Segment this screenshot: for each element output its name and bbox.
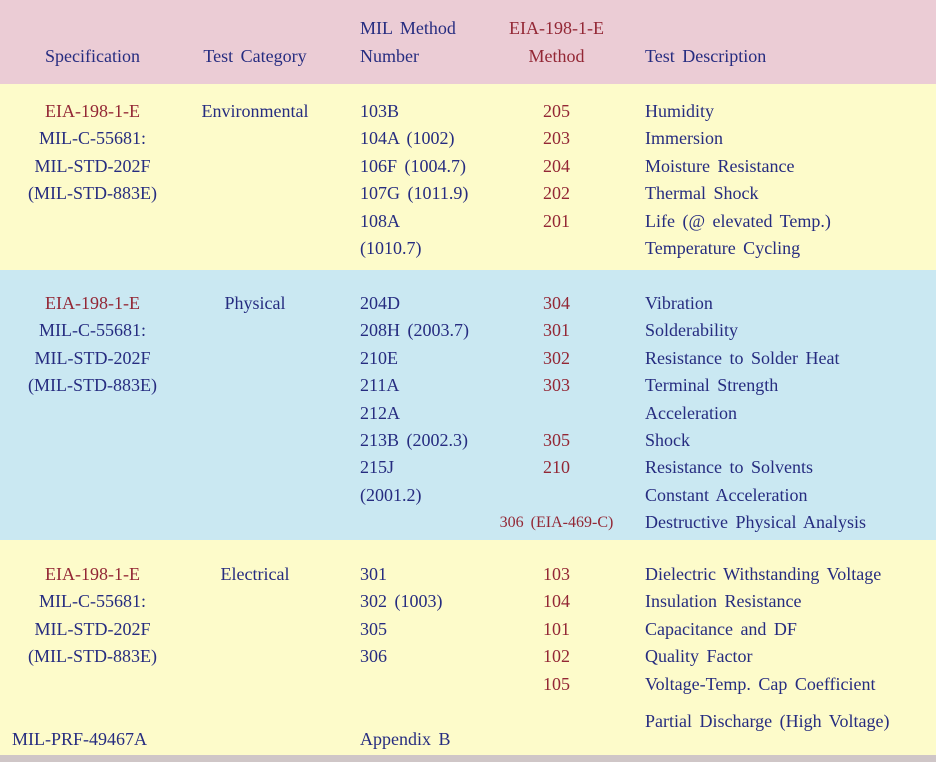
mil-method-cell xyxy=(360,98,500,262)
eia-method-line: 102 xyxy=(543,646,570,667)
mil-method-line: 301 xyxy=(360,564,387,584)
eia-method-line: 202 xyxy=(543,183,570,204)
description-line: Resistance to Solder Heat xyxy=(645,347,840,368)
description-line: Humidity xyxy=(645,101,715,121)
spec-line: MIL-C-55681: xyxy=(39,128,146,149)
eia-method-line xyxy=(489,400,624,427)
mil-method-line: 215J xyxy=(360,457,395,478)
description-line: Immersion xyxy=(645,128,723,149)
description-line: Insulation Resistance xyxy=(645,591,802,612)
eia-method-line: 303 xyxy=(543,375,570,396)
eia-method-line: 105 xyxy=(543,673,570,694)
column-header-eia-line1: EIA-198-1-E xyxy=(509,18,604,38)
description-line: Quality Factor xyxy=(645,646,753,667)
column-header-eia-line2: Method xyxy=(528,46,585,66)
mil-method-line: Appendix B xyxy=(360,729,451,749)
eia-method-line: 210 xyxy=(543,457,570,478)
bottom-edge-strip xyxy=(0,755,936,762)
description-line: Partial Discharge (High Voltage) xyxy=(645,711,890,731)
spec-cell xyxy=(0,561,185,671)
mil-method-line: 103B xyxy=(360,101,400,121)
eia-method-line: 301 xyxy=(543,320,570,341)
mil-method-line: 213B (2002.3) xyxy=(360,429,468,450)
spec-line: EIA-198-1-E xyxy=(45,293,140,313)
eia-method-line: 104 xyxy=(543,591,570,612)
mil-method-cell xyxy=(360,561,500,698)
description-line: Resistance to Solvents xyxy=(645,457,813,478)
spec-line: MIL-C-55681: xyxy=(39,591,146,612)
description-line: Acceleration xyxy=(645,402,737,423)
mil-method-line: 204D xyxy=(360,293,400,313)
mil-method-cell xyxy=(360,290,500,537)
description-line: Vibration xyxy=(645,293,713,313)
description-line: Capacitance and DF xyxy=(645,618,797,639)
spec-cell xyxy=(0,290,185,400)
eia-method-line: 305 xyxy=(543,429,570,450)
spec-cell xyxy=(0,98,185,208)
category-cell xyxy=(185,561,325,588)
footer-spec-cell xyxy=(0,726,197,753)
spec-line: EIA-198-1-E xyxy=(45,564,140,584)
mil-method-line: 211A xyxy=(360,375,400,396)
eia-method-line: 302 xyxy=(543,347,570,368)
category-label: Physical xyxy=(224,293,286,313)
eia-method-line: 306 (EIA-469-C) xyxy=(499,514,614,532)
mil-method-line xyxy=(360,671,500,698)
mil-method-line: 302 (1003) xyxy=(360,591,443,612)
category-label: Electrical xyxy=(220,564,290,584)
section-physical xyxy=(0,270,936,540)
description-line: Destructive Physical Analysis xyxy=(645,512,866,533)
eia-method-cell xyxy=(489,98,624,262)
eia-method-line: 304 xyxy=(543,293,570,313)
category-label: Environmental xyxy=(201,101,309,121)
eia-method-line: 203 xyxy=(543,128,570,149)
mil-method-line: 106F (1004.7) xyxy=(360,155,466,176)
eia-method-line: 205 xyxy=(543,101,570,121)
eia-method-line xyxy=(489,482,624,509)
description-line: Terminal Strength xyxy=(645,375,779,396)
spec-line: MIL-PRF-49467A xyxy=(12,729,148,749)
spec-line: MIL-STD-202F xyxy=(34,155,151,176)
description-cell xyxy=(645,98,936,262)
eia-method-line: 103 xyxy=(543,564,570,584)
column-header-mil-method-line2: Number xyxy=(360,46,419,66)
description-line: Moisture Resistance xyxy=(645,155,795,176)
eia-method-line: 101 xyxy=(543,618,570,639)
mil-method-line: 107G (1011.9) xyxy=(360,183,469,204)
eia-method-line xyxy=(489,235,624,262)
table-header-row xyxy=(0,0,936,84)
description-line: Temperature Cycling xyxy=(645,237,801,258)
footer-mil-method-cell xyxy=(360,726,500,753)
section-electrical xyxy=(0,540,936,762)
spec-line: (MIL-STD-883E) xyxy=(28,646,157,667)
spec-line: (MIL-STD-883E) xyxy=(28,375,157,396)
column-header-test-description: Test Description xyxy=(645,46,767,66)
mil-method-line: 305 xyxy=(360,618,387,639)
description-cell xyxy=(645,290,936,537)
eia-method-cell xyxy=(489,290,624,537)
column-header-specification: Specification xyxy=(45,46,140,66)
mil-method-line: 306 xyxy=(360,646,387,667)
description-line: Solderability xyxy=(645,320,738,341)
spec-line: MIL-STD-202F xyxy=(34,347,151,368)
mil-method-line: 210E xyxy=(360,347,398,368)
description-line: Thermal Shock xyxy=(645,183,759,204)
description-cell xyxy=(645,561,936,698)
section-environmental xyxy=(0,84,936,270)
mil-method-line: 208H (2003.7) xyxy=(360,320,469,341)
spec-line: EIA-198-1-E xyxy=(45,101,140,121)
mil-method-line: 108A xyxy=(360,210,400,231)
eia-method-line: 201 xyxy=(543,210,570,231)
mil-method-line: 104A (1002) xyxy=(360,128,455,149)
description-line: Voltage-Temp. Cap Coefficient xyxy=(645,673,876,694)
spec-line: MIL-STD-202F xyxy=(34,618,151,639)
category-cell xyxy=(185,98,325,125)
eia-method-cell xyxy=(489,561,624,698)
mil-method-line: (2001.2) xyxy=(360,484,422,505)
mil-method-line: 212A xyxy=(360,402,400,423)
eia-method-line: 204 xyxy=(543,155,570,176)
column-header-test-category: Test Category xyxy=(203,46,307,66)
mil-method-line xyxy=(360,509,500,536)
column-header-mil-method-line1: MIL Method xyxy=(360,18,456,38)
description-line: Dielectric Withstanding Voltage xyxy=(645,564,882,584)
mil-method-line: (1010.7) xyxy=(360,237,422,258)
footer-description-cell xyxy=(645,708,936,735)
spec-line: (MIL-STD-883E) xyxy=(28,183,157,204)
description-line: Life (@ elevated Temp.) xyxy=(645,210,831,231)
description-line: Shock xyxy=(645,429,690,450)
spec-line: MIL-C-55681: xyxy=(39,320,146,341)
description-line: Constant Acceleration xyxy=(645,484,808,505)
category-cell xyxy=(185,290,325,317)
